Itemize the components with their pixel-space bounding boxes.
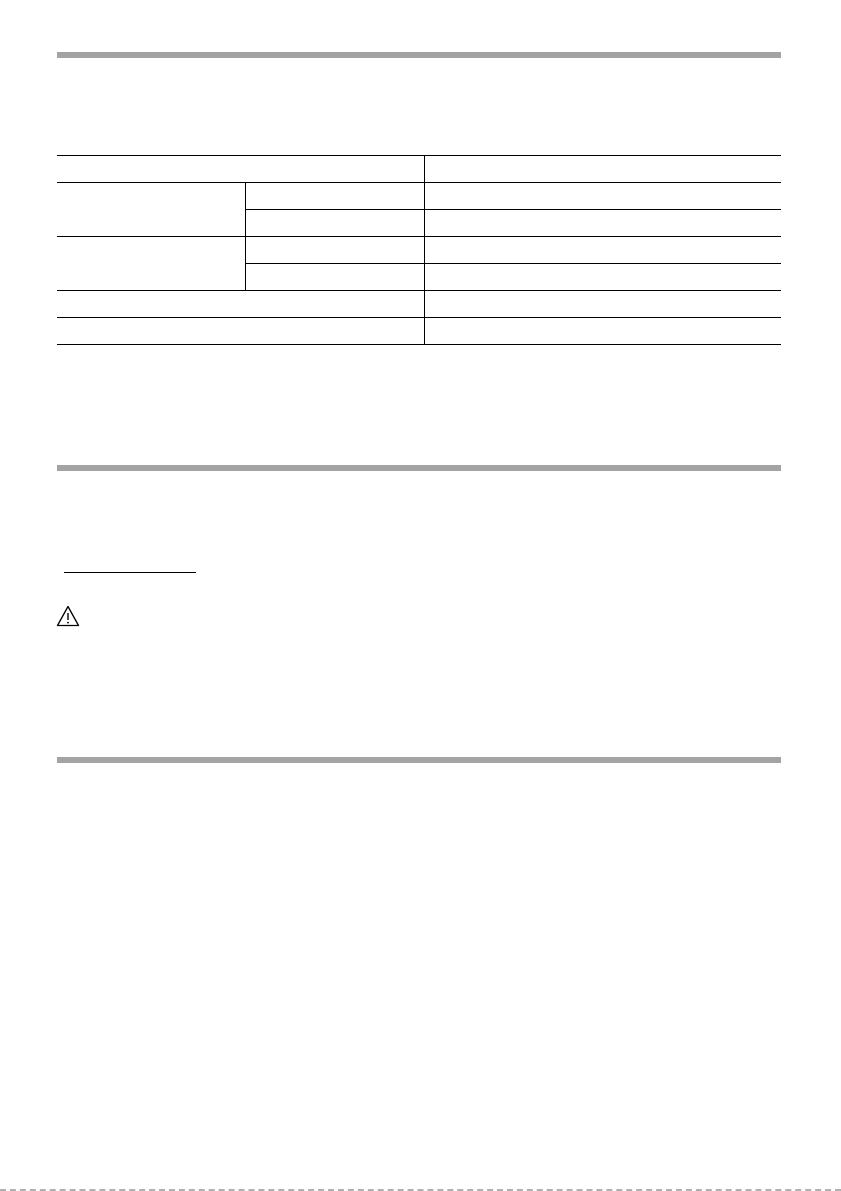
spec-sub-label [245, 183, 424, 210]
table-row [57, 291, 781, 318]
spec-value [424, 183, 781, 210]
spec-group [57, 183, 245, 237]
specifications-table [57, 155, 781, 345]
spec-label [57, 156, 424, 183]
table-row [57, 318, 781, 345]
subheading-underline [64, 572, 196, 573]
table-row [57, 156, 781, 183]
spec-sub-label [245, 237, 424, 264]
table-row [57, 183, 781, 210]
spec-value [424, 210, 781, 237]
spec-value [424, 156, 781, 183]
section-divider-middle [57, 465, 781, 471]
table-row [57, 237, 781, 264]
spec-value [424, 291, 781, 318]
spec-value [424, 264, 781, 291]
section-divider-bottom [57, 757, 781, 763]
spec-label [57, 291, 424, 318]
warning-triangle-icon [56, 605, 80, 627]
spec-value [424, 237, 781, 264]
spec-sub-label [245, 264, 424, 291]
section-divider-top [57, 52, 781, 58]
spec-group [57, 237, 245, 291]
spec-label [57, 318, 424, 345]
spec-sub-label [245, 210, 424, 237]
spec-value [424, 318, 781, 345]
